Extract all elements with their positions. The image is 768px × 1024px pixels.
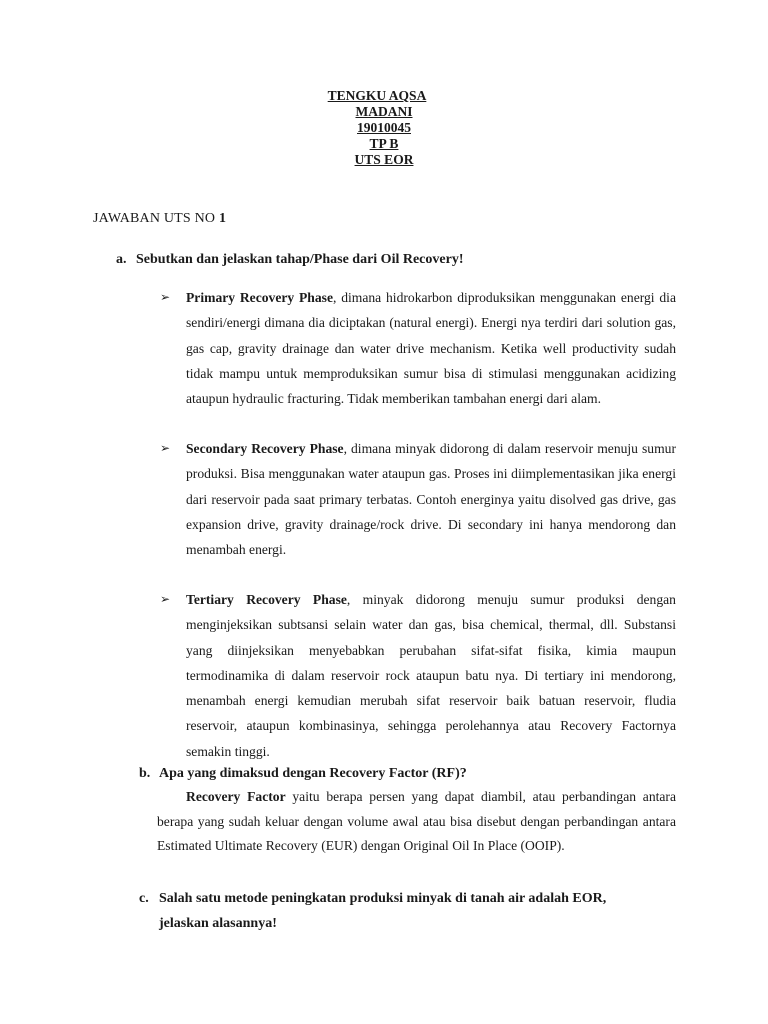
answer-b-term: Recovery Factor [186,789,286,804]
student-name-line1: TENGKU AQSA [327,88,427,103]
student-name-line2: MADANI [355,104,413,119]
question-a-label: a. [116,252,127,267]
student-class: TP B [369,136,399,151]
question-c-text-line1: Salah satu metode peningkatan produksi minyak di tanah air adalah EOR, [159,891,607,906]
bullet-secondary-recovery [160,436,676,562]
bullet-tertiary-recovery [160,587,676,764]
question-b [139,766,467,782]
exam-title: UTS EOR [354,152,414,167]
bullet-term: Secondary Recovery Phase [186,441,344,456]
bullet-text: , minyak didorong menuju sumur produksi dengan menginjeksikan subtsansi selain water dan gas, bisa chemical, thermal, dll. Substansi yang diinjeksikan menyebabkan perubahan sifat-sifat fisika, kimia maupun termodinamika di dalam reservoir rock ataupun batu nya. Di tertiary ini mendorong, menambah energi kemudian merubah sifat reservoir baik batuan reservoir, fludia reservoir, ataupun kombinasinya, sehingga perolehannya atau Recovery Factornya semakin tinggi. [186,592,676,759]
answer-heading-prefix: JAWABAN UTS NO [93,211,219,226]
arrow-bullet-icon: ➢ [160,592,171,606]
answer-heading-number: 1 [218,211,227,226]
bullet-text: , dimana minyak didorong di dalam reservoir menuju sumur produksi. Bisa menggunakan water ataupun gas. Proses ini diimplementasikan jika energi dari reservoir pada saat primary terbatas. Contoh energinya yaitu disolved gas drive, gas expansion drive, gravity drainage/rock drive. Di secondary ini hanya mendorong dan menambah energi. [186,441,677,558]
student-nim: 19010045 [357,120,411,135]
question-c-label: c. [139,891,149,906]
question-c [139,886,606,936]
answer-b-text: yaitu berapa persen yang dapat diambil, atau perbandingan antara berapa yang sudah keluar dengan volume awal atau bisa disebut dengan perbandingan antara Estimated Ultimate Recovery (EUR) dengan Original Oil In Place (OOIP). [157,789,676,853]
bullet-text: , dimana hidrokarbon diproduksikan menggunakan energi dia sendiri/energi dimana dia diciptakan (natural energi). Energi nya terdiri dari solution gas, gas cap, gravity drainage dan water drive mechanism. Ketika well productivity sudah tidak mampu untuk memproduksikan sumur bisa di stimulasi menggunakan acidizing ataupun hydraulic fracturing. Tidak memberikan tambahan energi dari alam. [186,290,676,407]
question-c-text-line2: jelaskan alasannya! [159,916,277,931]
question-a [116,252,463,268]
bullet-primary-recovery [160,285,676,411]
question-b-label: b. [139,766,151,781]
arrow-bullet-icon: ➢ [160,441,171,455]
bullet-term: Tertiary Recovery Phase [186,592,347,607]
student-header [0,88,768,168]
answer-b-paragraph [157,785,676,859]
bullet-term: Primary Recovery Phase [186,290,333,305]
question-a-text: Sebutkan dan jelaskan tahap/Phase dari Oil Recovery! [136,252,464,267]
question-b-text: Apa yang dimaksud dengan Recovery Factor (RF)? [159,766,467,781]
arrow-bullet-icon: ➢ [160,290,171,304]
answer-heading [93,211,226,227]
